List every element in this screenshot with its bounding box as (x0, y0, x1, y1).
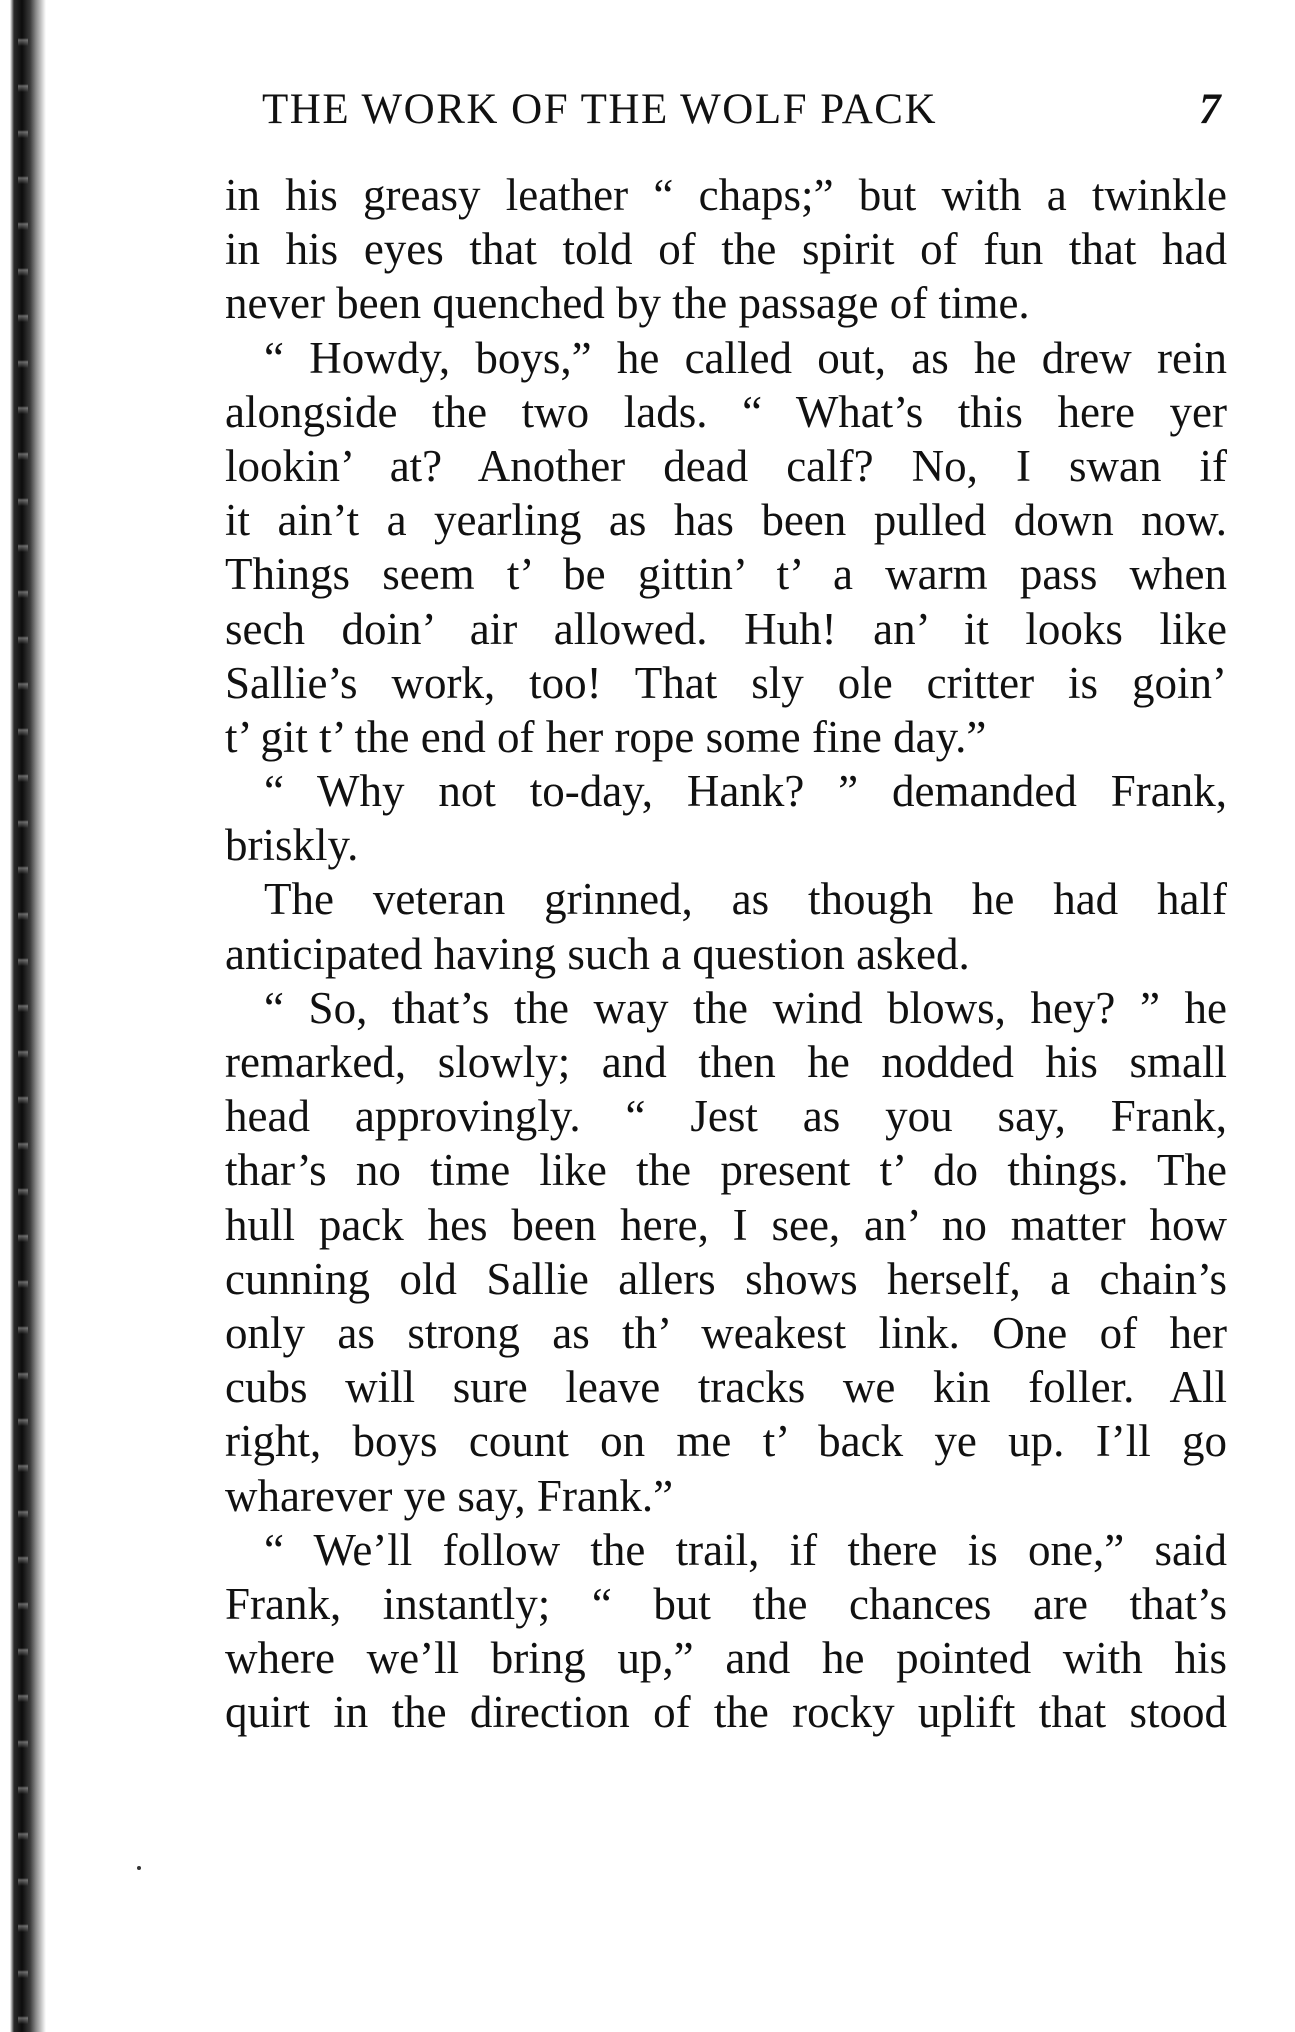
text-line: “ Why not to-day, Hank? ” demanded Frank, (264, 766, 1227, 817)
text-line: quirt in the direction of the rocky uplift that stood (225, 1687, 1227, 1738)
page-number: 7 (1199, 86, 1222, 133)
text-line: sech doin’ air allowed. Huh! an’ it looks like (225, 603, 1227, 654)
paper-speck (137, 1866, 141, 1870)
running-head: THE WORK OF THE WOLF PACK (262, 86, 938, 133)
text-line: “ So, that’s the way the wind blows, hey? ” he (264, 982, 1227, 1033)
text-line: “ Howdy, boys,” he called out, as he drew rein (264, 332, 1227, 383)
text-line: cubs will sure leave tracks we kin foller. All (225, 1362, 1227, 1413)
body-text (225, 168, 1227, 1739)
text-line: in his eyes that told of the spirit of fun that had (225, 224, 1227, 275)
text-line: it ain’t a yearling as has been pulled down now. (225, 495, 1227, 546)
text-line: hull pack hes been here, I see, an’ no matter how (225, 1199, 1227, 1250)
text-line: Frank, instantly; “ but the chances are that’s (225, 1578, 1227, 1629)
text-line: lookin’ at? Another dead calf? No, I swan if (225, 440, 1227, 491)
text-line: Things seem t’ be gittin’ t’ a warm pass when (225, 549, 1227, 600)
text-line: in his greasy leather “ chaps;” but with a twinkle (225, 170, 1227, 220)
text-line: briskly. (225, 820, 359, 871)
text-line: anticipated having such a question asked. (225, 928, 970, 979)
page-header (262, 85, 1222, 145)
text-line: only as strong as th’ weakest link. One of her (225, 1307, 1227, 1358)
text-line: right, boys count on me t’ back ye up. I’ll go (225, 1416, 1227, 1467)
text-line: The veteran grinned, as though he had half (264, 874, 1227, 925)
text-line: Sallie’s work, too! That sly ole critter is goin’ (225, 657, 1227, 708)
text-line: where we’ll bring up,” and he pointed with his (225, 1633, 1227, 1684)
text-line: alongside the two lads. “ What’s this here yer (225, 386, 1227, 437)
text-line: remarked, slowly; and then he nodded his small (225, 1037, 1227, 1087)
text-line: wharever ye say, Frank.” (225, 1470, 674, 1521)
text-line: t’ git t’ the end of her rope some fine day.” (225, 711, 987, 762)
book-binding-edge (0, 0, 46, 2032)
text-line: “ We’ll follow the trail, if there is one,” said (264, 1524, 1227, 1575)
text-line: thar’s no time like the present t’ do things. The (225, 1145, 1227, 1196)
text-line: never been quenched by the passage of time. (225, 278, 1030, 329)
text-line: cunning old Sallie allers shows herself, a chain’s (225, 1253, 1227, 1304)
text-line: head approvingly. “ Jest as you say, Frank, (225, 1091, 1227, 1142)
